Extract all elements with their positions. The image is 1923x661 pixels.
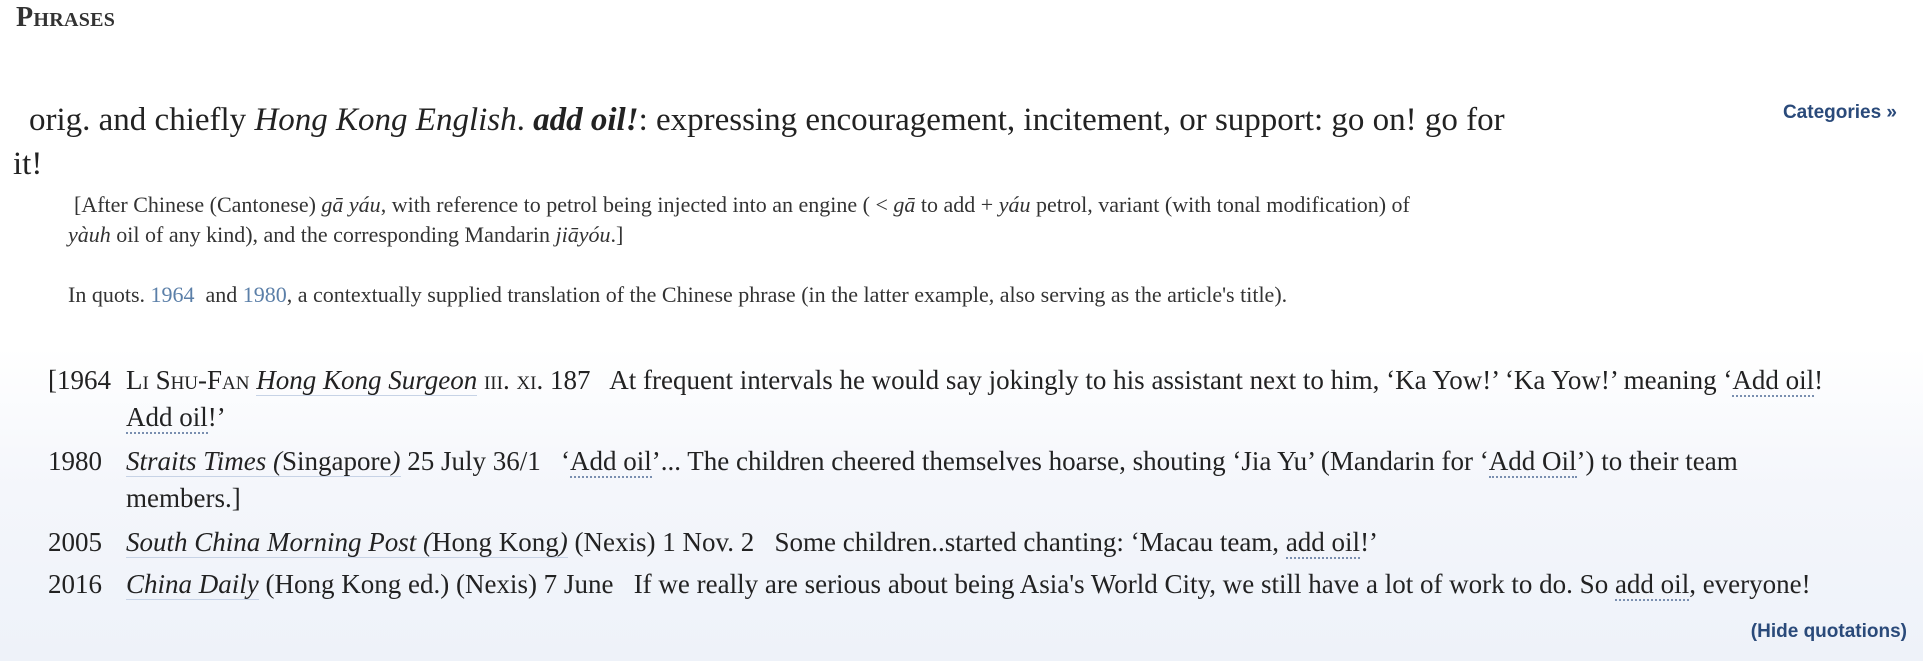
quotation-year: 2016 bbox=[48, 569, 102, 599]
quotation-source[interactable] bbox=[126, 446, 401, 477]
quotation-ref: iii. xi. 187 bbox=[477, 365, 591, 395]
quotation-item bbox=[48, 443, 1893, 513]
note-text: In quots. bbox=[68, 282, 151, 307]
etymology-term: jiāyóu bbox=[555, 222, 611, 247]
quotation-ref: (Hong Kong ed.) (Nexis) 7 June bbox=[258, 569, 614, 599]
definition-phrase: add oil! bbox=[533, 102, 639, 138]
quotation-body bbox=[126, 443, 1896, 517]
quotation-year: [1964 bbox=[48, 365, 111, 395]
note-text: , a contextually supplied translation of the Chinese phrase (in the latter example, also serving as the article's title). bbox=[286, 282, 1288, 307]
quotation-source-title: ) bbox=[391, 446, 401, 476]
etymology-text: petrol, variant (with tonal modification) of bbox=[1030, 192, 1410, 217]
etymology-term: gā yáu bbox=[321, 192, 381, 217]
etymology-text: [After Chinese (Cantonese) bbox=[74, 192, 322, 217]
gloss-add-oil[interactable]: Add Oil bbox=[1488, 446, 1577, 476]
quotation-item bbox=[48, 362, 1893, 432]
quotation-source[interactable]: China Daily bbox=[126, 569, 259, 599]
quotation-text: members.] bbox=[126, 483, 241, 513]
etymology-text: , with reference to petrol being injected into an engine ( < bbox=[380, 192, 894, 217]
quotation-source-title: Straits Times ( bbox=[126, 446, 283, 476]
definition-colon: : bbox=[638, 102, 648, 138]
quotation-year: 2005 bbox=[48, 527, 102, 557]
quotation-ref: 25 July 36/1 bbox=[400, 446, 541, 476]
gloss-add-oil[interactable]: Add oil bbox=[126, 402, 208, 432]
quotation-year-link-1980[interactable]: 1980 bbox=[242, 282, 287, 307]
etymology-term: yáu bbox=[998, 192, 1031, 217]
quotation-text: At frequent intervals he would say jokingly to his assistant next to him, ‘Ka Yow!’ ‘Ka Yow!’ meaning ‘ bbox=[590, 365, 1733, 395]
hide-quotations-link[interactable]: (Hide quotations) bbox=[1750, 621, 1907, 642]
etymology-term: gā bbox=[893, 192, 916, 217]
definition-label: orig. and chiefly bbox=[29, 102, 247, 138]
etymology-text: to add + bbox=[915, 192, 999, 217]
gloss-add-oil[interactable]: Add oil bbox=[1732, 365, 1815, 395]
quotation-source-place: Hong Kong bbox=[432, 527, 559, 557]
note-text: and bbox=[194, 282, 243, 307]
quotation-source[interactable]: Hong Kong Surgeon bbox=[256, 365, 478, 395]
quotation-source[interactable] bbox=[126, 527, 568, 558]
quotation-text: ! bbox=[1814, 365, 1824, 395]
definition-period: . bbox=[516, 102, 525, 138]
gloss-add-oil[interactable]: Add oil bbox=[570, 446, 652, 476]
quotations-note bbox=[68, 280, 1287, 310]
quotation-year-link-1964[interactable]: 1964 bbox=[150, 282, 195, 307]
gloss-add-oil[interactable]: add oil bbox=[1285, 527, 1361, 557]
quotation-body bbox=[126, 362, 1896, 436]
gloss-add-oil[interactable]: add oil bbox=[1614, 569, 1690, 599]
quotation-text: ’... The children cheered themselves hoarse, shouting ‘Jia Yu’ (Mandarin for ‘ bbox=[651, 446, 1489, 476]
quotation-body bbox=[126, 566, 1896, 603]
quotation-body bbox=[126, 524, 1896, 561]
quotation-text: ’) to their team bbox=[1576, 446, 1738, 476]
quotation-item bbox=[48, 566, 1893, 603]
quotation-text: If we really are serious about being Asia's World City, we still have a lot of work to do. So bbox=[613, 569, 1615, 599]
definition bbox=[13, 98, 1538, 186]
quotation-source-title: ) bbox=[558, 527, 568, 557]
quotation-ref: (Nexis) 1 Nov. 2 bbox=[567, 527, 755, 557]
definition-region: Hong Kong English bbox=[254, 102, 517, 138]
quotation-item bbox=[48, 524, 1893, 561]
quotation-text: Some children..started chanting: ‘Macau team, bbox=[754, 527, 1286, 557]
quotation-source-title: South China Morning Post ( bbox=[126, 527, 433, 557]
etymology-text: .] bbox=[610, 222, 624, 247]
quotation-year: 1980 bbox=[48, 446, 102, 476]
quotation-text: !’ bbox=[207, 402, 226, 432]
etymology bbox=[68, 190, 1568, 250]
categories-link[interactable]: Categories » bbox=[1782, 102, 1897, 123]
quotation-text: , everyone! bbox=[1689, 569, 1811, 599]
quotation-source-place: Singapore bbox=[282, 446, 392, 476]
definition-meaning: expressing encouragement, incitement, or support: go on! go for it! bbox=[13, 102, 1505, 182]
etymology-text: oil of any kind), and the corresponding Mandarin bbox=[110, 222, 556, 247]
etymology-term: yàuh bbox=[68, 222, 111, 247]
quotation-author: Li Shu-Fan bbox=[126, 365, 250, 395]
quotation-text: ‘ bbox=[540, 446, 571, 476]
section-heading: Phrases bbox=[16, 2, 116, 33]
quotation-text: !’ bbox=[1360, 527, 1379, 557]
